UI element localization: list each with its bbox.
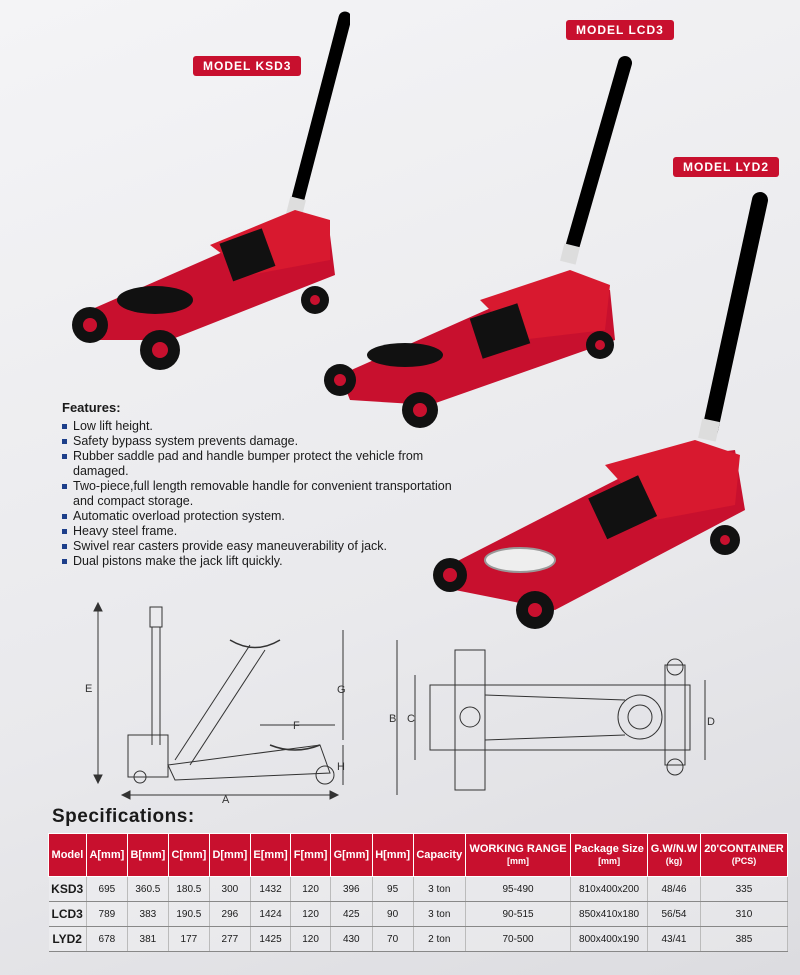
cell-e: 1432: [250, 877, 290, 902]
feature-item: Rubber saddle pad and handle bumper protect the vehicle from damaged.: [62, 449, 452, 479]
cell-model: LCD3: [49, 902, 87, 927]
column-header: D[mm]: [209, 834, 250, 877]
cell-a: 695: [86, 877, 127, 902]
cell-d: 300: [209, 877, 250, 902]
specifications-title: Specifications:: [52, 806, 195, 827]
cell-package-size: 800x400x190: [571, 927, 648, 952]
cell-container: 335: [700, 877, 787, 902]
feature-item: Safety bypass system prevents damage.: [62, 434, 452, 449]
cell-h: 70: [372, 927, 413, 952]
feature-item: Heavy steel frame.: [62, 524, 452, 539]
label-a: A: [222, 794, 230, 805]
cell-h: 90: [372, 902, 413, 927]
features-section: [62, 400, 452, 569]
specifications-table: [48, 833, 788, 952]
cell-gw-nw: 43/41: [648, 927, 701, 952]
cell-capacity: 3 ton: [413, 902, 465, 927]
cell-a: 678: [86, 927, 127, 952]
feature-item: Low lift height.: [62, 419, 452, 434]
label-g: G: [337, 684, 346, 696]
label-c: C: [407, 713, 415, 725]
cell-gw-nw: 56/54: [648, 902, 701, 927]
cell-c: 180.5: [168, 877, 209, 902]
column-header-package-size: Package Size [mm]: [571, 834, 648, 877]
cell-package-size: 850x410x180: [571, 902, 648, 927]
column-header: F[mm]: [291, 834, 331, 877]
column-header: H[mm]: [372, 834, 413, 877]
cell-e: 1425: [250, 927, 290, 952]
table-row: [49, 877, 788, 902]
label-b: B: [389, 713, 397, 725]
jack-ksd3-image: [60, 10, 350, 380]
table-row: [49, 902, 788, 927]
column-header: G[mm]: [330, 834, 372, 877]
cell-h: 95: [372, 877, 413, 902]
label-h: H: [337, 761, 345, 773]
model-tag-lcd3: MODEL LCD3: [566, 20, 674, 40]
model-tag-ksd3: MODEL KSD3: [193, 56, 301, 76]
cell-working-range: 70-500: [465, 927, 570, 952]
features-title: Features:: [62, 400, 121, 415]
top-view-diagram: [385, 635, 740, 800]
feature-item: Two-piece,full length removable handle for convenient transportation and compact storage.: [62, 479, 452, 509]
column-header-gw-nw: G.W/N.W (kg): [648, 834, 701, 877]
cell-e: 1424: [250, 902, 290, 927]
cell-capacity: 2 ton: [413, 927, 465, 952]
cell-gw-nw: 48/46: [648, 877, 701, 902]
label-e: E: [85, 683, 93, 695]
cell-f: 120: [291, 877, 331, 902]
cell-b: 360.5: [127, 877, 168, 902]
model-tag-lyd2: MODEL LYD2: [673, 157, 779, 177]
cell-model: KSD3: [49, 877, 87, 902]
column-header: Model: [49, 834, 87, 877]
column-header: Capacity: [413, 834, 465, 877]
cell-c: 177: [168, 927, 209, 952]
cell-working-range: 90-515: [465, 902, 570, 927]
cell-c: 190.5: [168, 902, 209, 927]
jack-lyd2-image: [425, 190, 780, 640]
cell-d: 296: [209, 902, 250, 927]
feature-item: Automatic overload protection system.: [62, 509, 452, 524]
cell-f: 120: [291, 927, 331, 952]
cell-model: LYD2: [49, 927, 87, 952]
column-header-working-range: WORKING RANGE [mm]: [465, 834, 570, 877]
features-list: [62, 419, 452, 569]
cell-container: 385: [700, 927, 787, 952]
column-header: E[mm]: [250, 834, 290, 877]
column-header: A[mm]: [86, 834, 127, 877]
cell-working-range: 95-490: [465, 877, 570, 902]
cell-g: 425: [330, 902, 372, 927]
cell-b: 381: [127, 927, 168, 952]
column-header: B[mm]: [127, 834, 168, 877]
cell-capacity: 3 ton: [413, 877, 465, 902]
cell-g: 396: [330, 877, 372, 902]
label-d: D: [707, 716, 715, 728]
feature-item: Swivel rear casters provide easy maneuverability of jack.: [62, 539, 452, 554]
table-row: [49, 927, 788, 952]
cell-f: 120: [291, 902, 331, 927]
cell-container: 310: [700, 902, 787, 927]
column-header-container: 20'CONTAINER (PCS): [700, 834, 787, 877]
cell-package-size: 810x400x200: [571, 877, 648, 902]
cell-g: 430: [330, 927, 372, 952]
side-view-diagram: [80, 595, 370, 805]
column-header: C[mm]: [168, 834, 209, 877]
label-f: F: [293, 720, 300, 732]
cell-b: 383: [127, 902, 168, 927]
cell-a: 789: [86, 902, 127, 927]
cell-d: 277: [209, 927, 250, 952]
feature-item: Dual pistons make the jack lift quickly.: [62, 554, 452, 569]
